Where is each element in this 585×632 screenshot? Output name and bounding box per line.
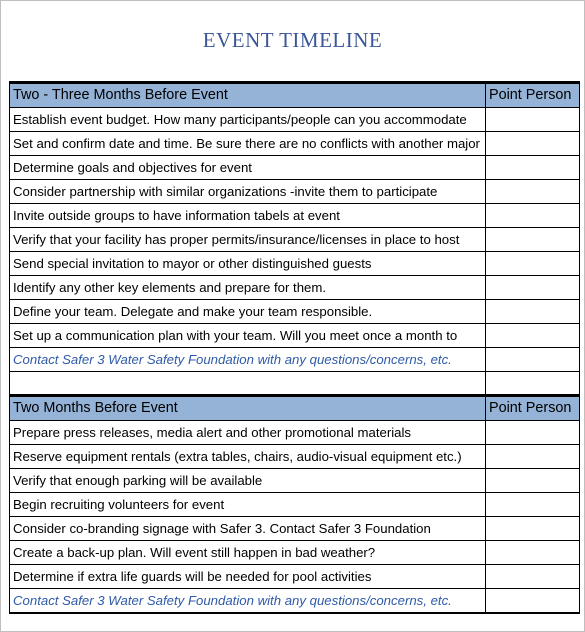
table-row bbox=[10, 324, 580, 348]
task-cell: Define your team. Delegate and make your team responsible. bbox=[10, 300, 486, 324]
section-heading: Two Months Before Event bbox=[10, 396, 486, 421]
task-cell: Set up a communication plan with your team. Will you meet once a month to bbox=[10, 324, 486, 348]
task-cell: Consider co-branding signage with Safer 3. Contact Safer 3 Foundation bbox=[10, 517, 486, 541]
point-person-cell[interactable] bbox=[486, 228, 580, 252]
table-row bbox=[10, 445, 580, 469]
task-cell: Consider partnership with similar organizations -invite them to participate bbox=[10, 180, 486, 204]
table-row bbox=[10, 180, 580, 204]
table-row bbox=[10, 276, 580, 300]
table-row bbox=[10, 300, 580, 324]
table-row bbox=[10, 493, 580, 517]
note-row bbox=[10, 348, 580, 372]
blank-task-cell[interactable] bbox=[10, 372, 486, 396]
task-cell: Create a back-up plan. Will event still happen in bad weather? bbox=[10, 541, 486, 565]
table-row bbox=[10, 228, 580, 252]
task-cell: Verify that enough parking will be available bbox=[10, 469, 486, 493]
section-heading: Two - Three Months Before Event bbox=[10, 83, 486, 108]
point-person-cell[interactable] bbox=[486, 493, 580, 517]
task-cell: Determine if extra life guards will be needed for pool activities bbox=[10, 565, 486, 589]
table-row bbox=[10, 204, 580, 228]
point-person-cell[interactable] bbox=[486, 156, 580, 180]
point-person-cell[interactable] bbox=[486, 565, 580, 589]
point-person-cell[interactable] bbox=[486, 300, 580, 324]
point-person-cell[interactable] bbox=[486, 276, 580, 300]
task-cell: Determine goals and objectives for event bbox=[10, 156, 486, 180]
table-row bbox=[10, 565, 580, 589]
point-person-cell[interactable] bbox=[486, 541, 580, 565]
point-person-cell[interactable] bbox=[486, 469, 580, 493]
point-person-cell[interactable] bbox=[486, 180, 580, 204]
point-person-cell[interactable] bbox=[486, 204, 580, 228]
blank-row bbox=[10, 372, 580, 396]
task-cell: Send special invitation to mayor or other distinguished guests bbox=[10, 252, 486, 276]
section-header-row bbox=[10, 396, 580, 421]
table-row bbox=[10, 469, 580, 493]
table-row bbox=[10, 108, 580, 132]
point-person-cell[interactable] bbox=[486, 252, 580, 276]
task-cell: Begin recruiting volunteers for event bbox=[10, 493, 486, 517]
point-person-cell[interactable] bbox=[486, 324, 580, 348]
task-cell: Establish event budget. How many participants/people can you accommodate bbox=[10, 108, 486, 132]
point-person-cell[interactable] bbox=[486, 372, 580, 396]
table-row bbox=[10, 421, 580, 445]
table-row bbox=[10, 541, 580, 565]
section-header-row bbox=[10, 83, 580, 108]
task-cell: Identify any other key elements and prepare for them. bbox=[10, 276, 486, 300]
note-row bbox=[10, 589, 580, 614]
table-row bbox=[10, 156, 580, 180]
point-person-cell[interactable] bbox=[486, 589, 580, 614]
table-row bbox=[10, 517, 580, 541]
task-cell: Verify that your facility has proper permits/insurance/licenses in place to host bbox=[10, 228, 486, 252]
point-person-cell[interactable] bbox=[486, 108, 580, 132]
point-person-cell[interactable] bbox=[486, 132, 580, 156]
contact-note: Contact Safer 3 Water Safety Foundation with any questions/concerns, etc. bbox=[10, 348, 486, 372]
point-person-heading: Point Person bbox=[486, 396, 580, 421]
point-person-heading: Point Person bbox=[486, 83, 580, 108]
task-cell: Reserve equipment rentals (extra tables, chairs, audio-visual equipment etc.) bbox=[10, 445, 486, 469]
task-cell: Invite outside groups to have information tabels at event bbox=[10, 204, 486, 228]
task-cell: Set and confirm date and time. Be sure there are no conflicts with another major bbox=[10, 132, 486, 156]
point-person-cell[interactable] bbox=[486, 348, 580, 372]
timeline-table bbox=[9, 81, 580, 614]
point-person-cell[interactable] bbox=[486, 517, 580, 541]
document-title: EVENT TIMELINE bbox=[202, 28, 383, 52]
point-person-cell[interactable] bbox=[486, 445, 580, 469]
point-person-cell[interactable] bbox=[486, 421, 580, 445]
contact-note: Contact Safer 3 Water Safety Foundation with any questions/concerns, etc. bbox=[10, 589, 486, 614]
table-row bbox=[10, 252, 580, 276]
table-row bbox=[10, 132, 580, 156]
task-cell: Prepare press releases, media alert and other promotional materials bbox=[10, 421, 486, 445]
